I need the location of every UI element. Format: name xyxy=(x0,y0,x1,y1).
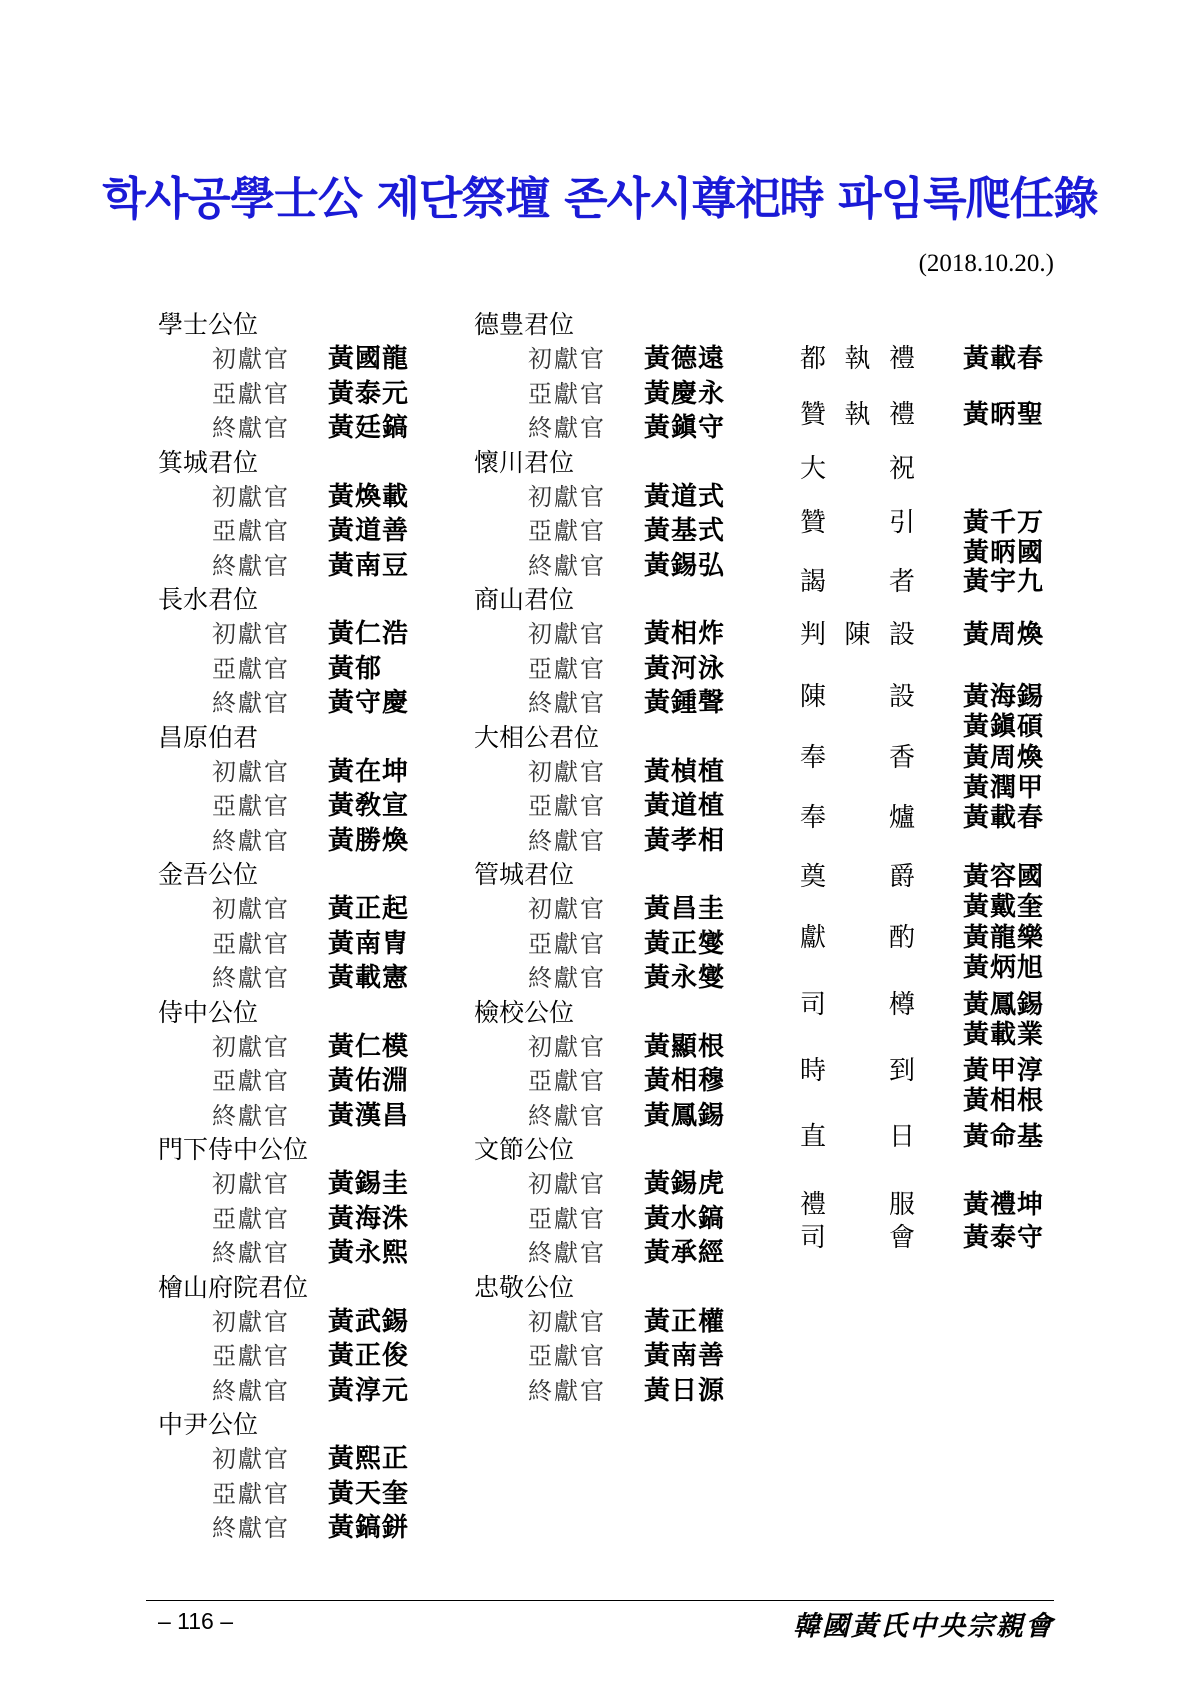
officer-title: 亞獻官 xyxy=(212,517,290,545)
duty-row xyxy=(800,452,1180,486)
officer-row xyxy=(158,1305,410,1340)
officer-title: 初獻官 xyxy=(528,482,606,511)
officer-title: 亞獻官 xyxy=(212,1204,290,1233)
duty-person: 黃龍樂 xyxy=(963,923,1045,953)
officer-row xyxy=(158,789,410,824)
officer-name: 黃泰元 xyxy=(328,378,410,409)
officer-title: 終獻官 xyxy=(212,1239,290,1267)
officer-title: 終獻官 xyxy=(528,964,606,992)
officer-row xyxy=(474,1236,726,1271)
officer-title: 亞獻官 xyxy=(528,792,606,820)
officer-name: 黃日源 xyxy=(644,1375,726,1406)
officer-row xyxy=(474,789,726,824)
duty-role: 贊引 xyxy=(800,508,915,538)
officer-title: 初獻官 xyxy=(212,620,290,648)
duty-person: 黃命基 xyxy=(963,1122,1045,1152)
officer-row xyxy=(158,1374,410,1409)
officer-row xyxy=(158,1477,410,1512)
officer-row xyxy=(474,514,726,549)
officer-title: 初獻官 xyxy=(212,345,290,373)
officer-name: 黃國龍 xyxy=(328,344,410,374)
officer-name: 黃鳳錫 xyxy=(644,1100,726,1131)
officer-title: 亞獻官 xyxy=(212,379,290,408)
duty-person: 黃容國 xyxy=(963,862,1045,892)
duty-person: 黃周煥 xyxy=(963,743,1045,773)
officer-title: 初獻官 xyxy=(212,1170,290,1198)
officer-title: 初獻官 xyxy=(528,1170,606,1198)
duty-person: 黃禮坤 xyxy=(963,1190,1045,1220)
duty-role: 奉香 xyxy=(800,743,915,773)
officer-row xyxy=(474,1202,726,1237)
officer-name: 黃正燮 xyxy=(644,928,726,959)
officer-row xyxy=(474,1099,726,1134)
duty-role: 贊執禮 xyxy=(800,400,915,430)
officer-name: 黃道式 xyxy=(644,481,726,512)
officer-name: 黃永熙 xyxy=(328,1238,410,1268)
officer-name: 黃河泳 xyxy=(644,653,726,684)
duty-person: 黃千万 xyxy=(963,508,1045,538)
duty-person: 黃載春 xyxy=(963,344,1045,374)
duty-row xyxy=(800,680,1180,742)
officer-row xyxy=(158,1511,410,1546)
officer-name: 黃錫虎 xyxy=(644,1169,726,1199)
duty-row xyxy=(800,1054,1180,1116)
duty-row xyxy=(800,741,1180,803)
officer-title: 亞獻官 xyxy=(528,654,606,683)
duty-role: 判陳設 xyxy=(800,620,915,650)
officer-name: 黃相炸 xyxy=(644,619,726,649)
officer-row xyxy=(158,617,410,652)
officer-title: 終獻官 xyxy=(212,964,290,992)
officer-title: 終獻官 xyxy=(212,1376,290,1405)
group-title: 侍中公位 xyxy=(158,997,259,1027)
group-title: 忠敬公位 xyxy=(474,1272,575,1302)
group-title: 德豊君位 xyxy=(474,310,575,339)
officer-row xyxy=(474,927,726,962)
duty-role: 大祝 xyxy=(800,454,915,484)
officer-row xyxy=(158,514,410,549)
officer-title: 初獻官 xyxy=(528,895,606,923)
officer-name: 黃正權 xyxy=(644,1306,726,1337)
officer-title: 亞獻官 xyxy=(528,517,606,545)
officer-title: 終獻官 xyxy=(212,414,290,442)
officer-title: 終獻官 xyxy=(212,1101,290,1130)
officer-title: 亞獻官 xyxy=(528,1204,606,1233)
group-title: 檜山府院君位 xyxy=(158,1272,309,1302)
officer-name: 黃鍾聲 xyxy=(644,688,726,718)
page-number: – 116 – xyxy=(158,1608,234,1634)
officer-row xyxy=(158,342,410,377)
group-title: 箕城君位 xyxy=(158,447,259,477)
officer-name: 黃正俊 xyxy=(328,1341,410,1371)
duty-person: 黃相根 xyxy=(963,1086,1045,1116)
group-title: 金吾公位 xyxy=(158,860,259,889)
officer-row xyxy=(158,549,410,584)
officer-row xyxy=(474,652,726,687)
officer-row xyxy=(474,342,726,377)
group-title: 文節公位 xyxy=(474,1135,575,1164)
officer-name: 黃德遠 xyxy=(644,344,726,374)
duty-role: 陳設 xyxy=(800,682,915,712)
officer-row xyxy=(158,1064,410,1099)
officer-title: 亞獻官 xyxy=(212,792,290,820)
duty-row xyxy=(800,618,1180,652)
duty-role: 獻酌 xyxy=(800,923,915,953)
duty-person: 黃鳳錫 xyxy=(963,990,1045,1020)
officer-title: 終獻官 xyxy=(528,1239,606,1267)
duty-role: 奠爵 xyxy=(800,862,915,892)
officer-title: 終獻官 xyxy=(528,1101,606,1130)
officer-row xyxy=(158,1099,410,1134)
officer-name: 黃海洙 xyxy=(328,1203,410,1234)
officer-row xyxy=(474,1374,726,1409)
officer-name: 黃廷鎬 xyxy=(328,413,410,443)
officer-name: 黃楨植 xyxy=(644,756,726,787)
officer-row xyxy=(474,1030,726,1065)
officer-row xyxy=(158,892,410,927)
officer-row xyxy=(474,961,726,996)
officer-name: 黃勝煥 xyxy=(328,825,410,856)
officer-row xyxy=(474,377,726,412)
group-title: 商山君位 xyxy=(474,585,575,614)
officer-row xyxy=(474,617,726,652)
officer-row xyxy=(158,927,410,962)
group-title: 大相公君位 xyxy=(474,722,600,752)
officer-title: 終獻官 xyxy=(212,689,290,717)
group-title: 懷川君位 xyxy=(474,447,575,477)
duty-person: 黃昞國 xyxy=(963,538,1045,568)
officer-row xyxy=(474,549,726,584)
group-title: 檢校公位 xyxy=(474,997,575,1027)
duty-row xyxy=(800,1188,1180,1222)
officer-title: 亞獻官 xyxy=(528,379,606,408)
officer-name: 黃基式 xyxy=(644,516,726,546)
officer-name: 黃郁 xyxy=(328,653,383,684)
officer-name: 黃相穆 xyxy=(644,1066,726,1096)
duty-person: 黃昞聖 xyxy=(963,400,1045,430)
duty-row xyxy=(800,801,1180,835)
officer-name: 黃守慶 xyxy=(328,688,410,718)
officer-name: 黃在坤 xyxy=(328,756,410,787)
officer-title: 初獻官 xyxy=(212,482,290,511)
officer-name: 黃顯根 xyxy=(644,1031,726,1062)
officer-row xyxy=(158,1236,410,1271)
duty-row xyxy=(800,860,1180,922)
officer-name: 黃煥載 xyxy=(328,481,410,512)
officer-row xyxy=(158,824,410,859)
officer-row xyxy=(474,1167,726,1202)
officer-title: 亞獻官 xyxy=(528,1067,606,1095)
middle-roster-column xyxy=(474,308,726,1408)
officer-name: 黃永燮 xyxy=(644,963,726,993)
officer-title: 亞獻官 xyxy=(212,929,290,958)
officer-title: 初獻官 xyxy=(212,1032,290,1061)
officer-row xyxy=(474,1305,726,1340)
event-date: (2018.10.20.) xyxy=(918,250,1054,277)
left-roster-column xyxy=(158,308,410,1546)
duty-row xyxy=(800,342,1180,376)
officer-name: 黃道善 xyxy=(328,516,410,546)
duty-person: 黃載業 xyxy=(963,1020,1045,1050)
officer-title: 初獻官 xyxy=(212,895,290,923)
officer-name: 黃南冑 xyxy=(328,928,410,959)
officer-row xyxy=(474,824,726,859)
officer-row xyxy=(158,1167,410,1202)
officer-row xyxy=(474,686,726,721)
officer-name: 黃佑淵 xyxy=(328,1066,410,1096)
officer-title: 初獻官 xyxy=(528,345,606,373)
officer-name: 黃仁浩 xyxy=(328,619,410,649)
officer-name: 黃天奎 xyxy=(328,1478,410,1509)
duty-role: 直日 xyxy=(800,1122,915,1152)
duty-person: 黃炳旭 xyxy=(963,953,1045,983)
duty-row xyxy=(800,398,1180,432)
duty-row xyxy=(800,921,1180,983)
officer-title: 亞獻官 xyxy=(212,1342,290,1370)
officer-row xyxy=(158,480,410,515)
officer-row xyxy=(158,686,410,721)
officer-title: 亞獻官 xyxy=(212,654,290,683)
group-title: 學士公位 xyxy=(158,310,259,339)
officer-name: 黃漢昌 xyxy=(328,1100,410,1131)
officer-row xyxy=(474,480,726,515)
duty-person: 黃載春 xyxy=(963,803,1045,833)
officer-row xyxy=(158,1202,410,1237)
duty-row xyxy=(800,506,1180,568)
officer-name: 黃敎宣 xyxy=(328,791,410,821)
officer-title: 亞獻官 xyxy=(212,1479,290,1508)
officer-row xyxy=(474,411,726,446)
duty-role: 奉爐 xyxy=(800,803,915,833)
duty-row xyxy=(800,565,1180,599)
officer-title: 終獻官 xyxy=(212,551,290,580)
officer-name: 黃昌圭 xyxy=(644,894,726,924)
footer-divider xyxy=(146,1600,1054,1601)
officer-title: 亞獻官 xyxy=(528,929,606,958)
duty-role: 司會 xyxy=(800,1223,915,1253)
officer-row xyxy=(158,1030,410,1065)
officer-name: 黃水鎬 xyxy=(644,1203,726,1234)
officer-title: 終獻官 xyxy=(528,1376,606,1405)
officer-name: 黃載憲 xyxy=(328,963,410,993)
officer-title: 亞獻官 xyxy=(212,1067,290,1095)
officer-title: 初獻官 xyxy=(528,1307,606,1336)
officer-title: 初獻官 xyxy=(212,757,290,786)
duty-person: 黃周煥 xyxy=(963,620,1045,650)
officer-name: 黃鎭守 xyxy=(644,413,726,443)
organization-name: 韓國黃氏中央宗親會 xyxy=(793,1611,1054,1642)
duty-person: 黃泰守 xyxy=(963,1223,1045,1253)
officer-title: 終獻官 xyxy=(528,689,606,717)
officer-title: 初獻官 xyxy=(528,620,606,648)
officer-row xyxy=(158,755,410,790)
duty-role: 謁者 xyxy=(800,567,915,597)
officer-title: 終獻官 xyxy=(528,551,606,580)
officer-name: 黃錫圭 xyxy=(328,1169,410,1199)
officer-name: 黃道植 xyxy=(644,791,726,821)
officer-title: 初獻官 xyxy=(528,757,606,786)
officer-name: 黃孝相 xyxy=(644,825,726,856)
officer-row xyxy=(474,1339,726,1374)
officer-row xyxy=(158,961,410,996)
officer-name: 黃錫弘 xyxy=(644,550,726,581)
officer-name: 黃南善 xyxy=(644,1341,726,1371)
officer-row xyxy=(474,892,726,927)
officer-row xyxy=(158,1339,410,1374)
officer-name: 黃鎬鉼 xyxy=(328,1513,410,1543)
page-title: 학사공學士公 제단祭壇 존사시尊祀時 파임록爬任錄 xyxy=(102,172,1098,225)
officer-name: 黃慶永 xyxy=(644,378,726,409)
officer-row xyxy=(474,1064,726,1099)
duty-row xyxy=(800,1221,1180,1255)
officer-title: 終獻官 xyxy=(212,1514,290,1542)
officer-title: 終獻官 xyxy=(212,826,290,855)
officer-name: 黃淳元 xyxy=(328,1375,410,1406)
group-title: 門下侍中公位 xyxy=(158,1135,309,1164)
officer-row xyxy=(158,652,383,687)
officer-title: 初獻官 xyxy=(528,1032,606,1061)
officer-name: 黃南豆 xyxy=(328,550,410,581)
officer-name: 黃武錫 xyxy=(328,1306,410,1337)
duty-person: 黃海錫 xyxy=(963,682,1045,712)
group-title: 昌原伯君 xyxy=(158,722,259,752)
officer-title: 初獻官 xyxy=(212,1307,290,1336)
officer-title: 初獻官 xyxy=(212,1445,290,1473)
duty-role: 禮服 xyxy=(800,1190,915,1220)
officer-row xyxy=(158,411,410,446)
officer-name: 黃承經 xyxy=(644,1238,726,1268)
duty-person: 黃甲淳 xyxy=(963,1056,1045,1086)
officer-row xyxy=(158,1442,410,1477)
duty-person: 黃潤甲 xyxy=(963,773,1045,803)
duty-person: 黃宇九 xyxy=(963,567,1045,597)
duty-row xyxy=(800,988,1180,1050)
officer-row xyxy=(474,755,726,790)
group-title: 長水君位 xyxy=(158,585,259,614)
officer-title: 終獻官 xyxy=(528,826,606,855)
duty-row xyxy=(800,1120,1180,1154)
officer-name: 黃熙正 xyxy=(328,1444,410,1474)
duty-person: 黃鎭碩 xyxy=(963,712,1045,742)
officer-row xyxy=(158,377,410,412)
group-title: 管城君位 xyxy=(474,860,575,889)
duty-role: 司樽 xyxy=(800,990,915,1020)
duty-role: 時到 xyxy=(800,1056,915,1086)
officer-name: 黃仁模 xyxy=(328,1031,410,1062)
duty-person: 黃戴奎 xyxy=(963,892,1045,922)
duty-role: 都執禮 xyxy=(800,344,915,374)
officer-name: 黃正起 xyxy=(328,894,410,924)
officer-title: 終獻官 xyxy=(528,414,606,442)
officer-title: 亞獻官 xyxy=(528,1342,606,1370)
group-title: 中尹公位 xyxy=(158,1410,259,1439)
